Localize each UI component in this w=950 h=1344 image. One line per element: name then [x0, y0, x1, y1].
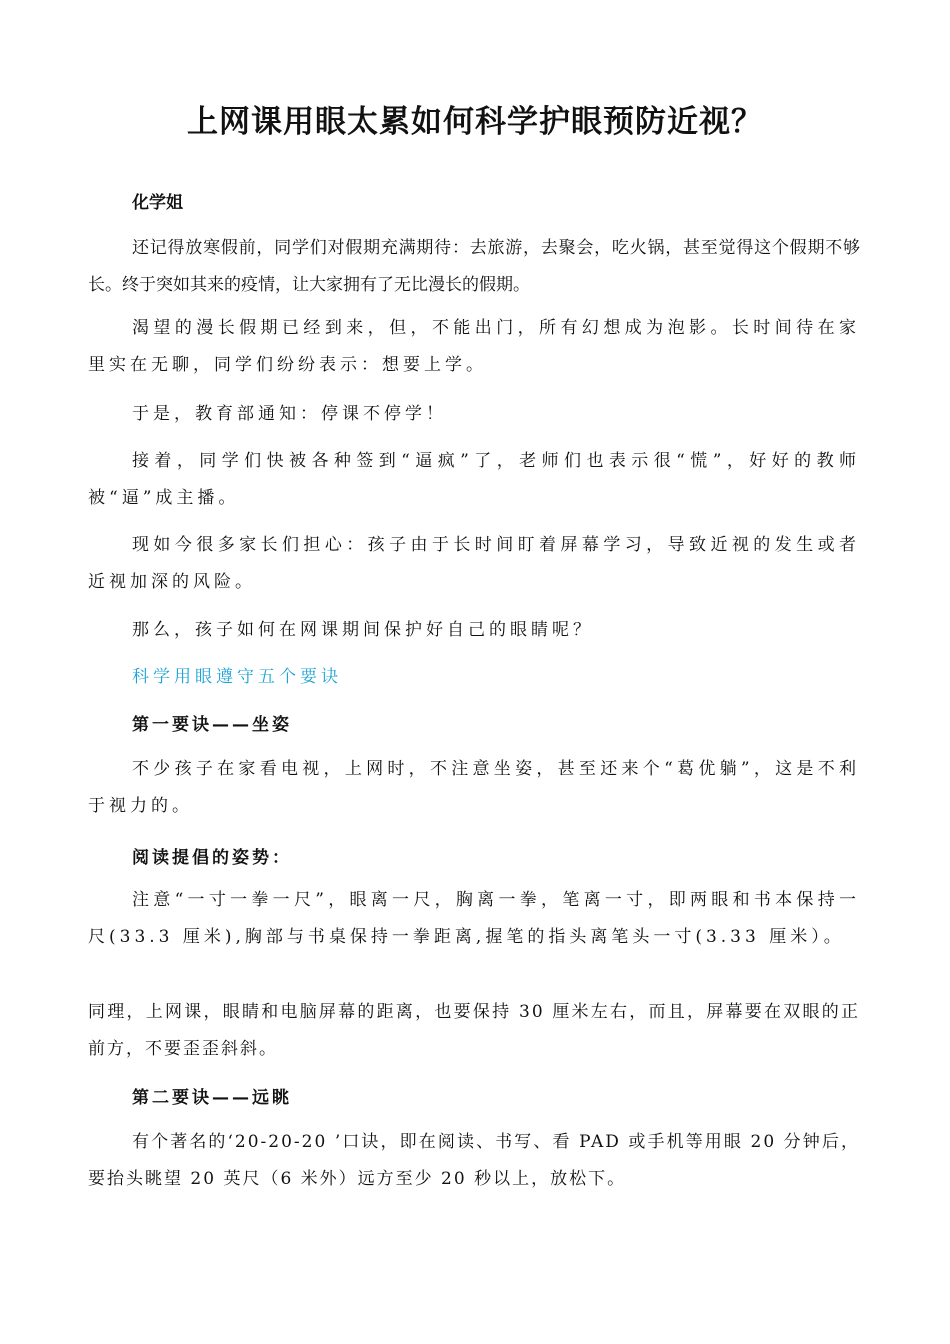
paragraph-intro: 还记得放寒假前，同学们对假期充满期待：去旅游，去聚会，吃火锅，甚至觉得这个假期不够长。终于突如其来的疫情，让大家拥有了无比漫长的假期。	[88, 238, 860, 295]
paragraph-one-inch-rule: 注意“一寸一拳一尺”，眼离一尺，胸离一拳，笔离一寸，即两眼和书本保持一尺(33.3 厘米),胸部与书桌保持一拳距离,握笔的指头离笔头一寸(3.33 厘米）。	[88, 890, 860, 947]
paragraph-screen-distance: 同理，上网课，眼睛和电脑屏幕的距离，也要保持 30 厘米左右，而且，屏幕要在双眼的正前方，不要歪歪斜斜。	[88, 1002, 860, 1059]
tip2-heading: 第二要诀——远眺	[132, 1088, 292, 1108]
paragraph-parents-worry: 现如今很多家长们担心：孩子由于长时间盯着屏幕学习，导致近视的发生或者近视加深的风险。	[88, 535, 860, 592]
tip1-heading: 第一要诀——坐姿	[132, 715, 292, 735]
paragraph-question: 那么，孩子如何在网课期间保护好自己的眼睛呢？	[132, 620, 594, 640]
paragraph-notice: 于是，教育部通知：停课不停学！	[132, 404, 447, 424]
paragraph-long-holiday: 渴望的漫长假期已经到来，但，不能出门，所有幻想成为泡影。长时间待在家里实在无聊，同学们纷纷表示：想要上学。	[88, 318, 860, 375]
section-link-heading[interactable]: 科学用眼遵守五个要诀	[132, 667, 342, 687]
document-title: 上网课用眼太累如何科学护眼预防近视？	[187, 104, 763, 140]
paragraph-check-in: 接着，同学们快被各种签到“逼疯”了，老师们也表示很“慌”，好好的教师被“逼”成主播。	[88, 451, 860, 508]
author-name: 化学姐	[132, 193, 183, 213]
paragraph-20-20-20: 有个著名的‘20-20-20 ’口诀，即在阅读、书写、看 PAD 或手机等用眼 20 分钟后，要抬头眺望 20 英尺（6 米外）远方至少 20 秒以上，放松下。	[88, 1132, 860, 1189]
paragraph-sitting-posture: 不少孩子在家看电视，上网时，不注意坐姿，甚至还来个“葛优躺”，这是不利于视力的。	[88, 759, 860, 816]
reading-posture-heading: 阅读提倡的姿势：	[132, 848, 292, 868]
